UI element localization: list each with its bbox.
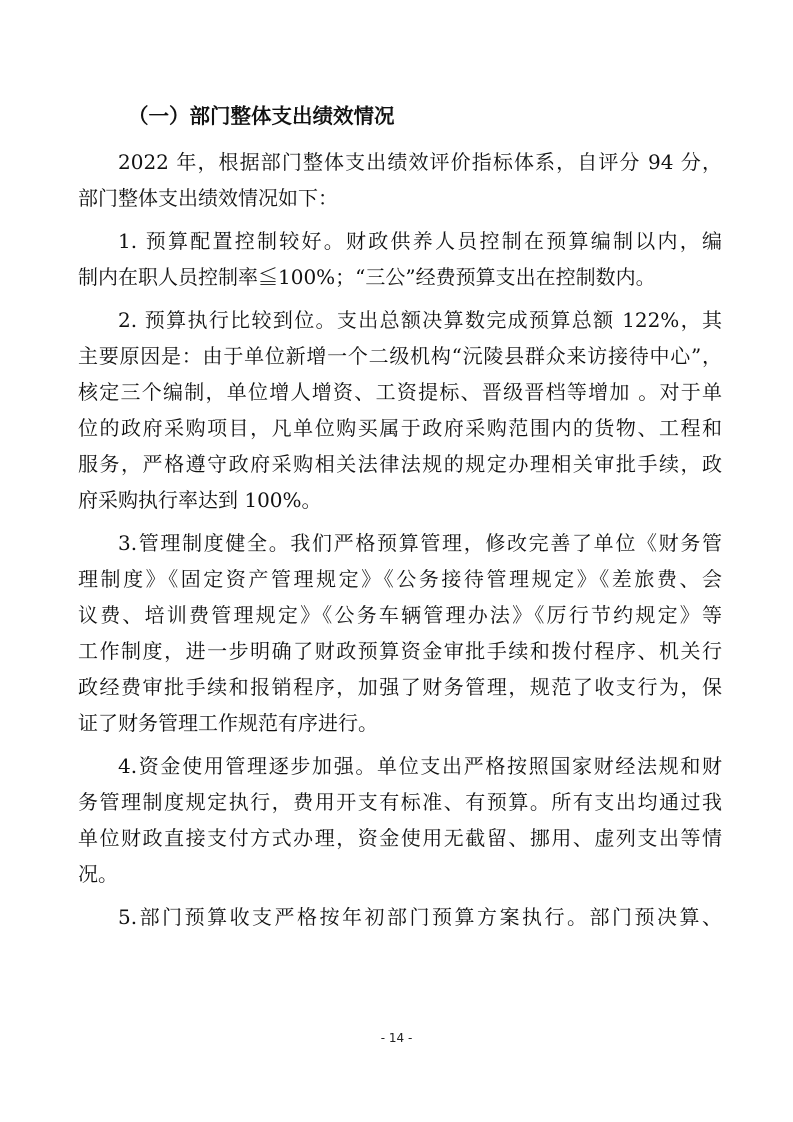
paragraph-line: 理制度》《固定资产管理规定》《公务接待管理规定》《差旅费、会 bbox=[78, 567, 722, 591]
paragraph-intro bbox=[78, 144, 722, 216]
paragraph-line: 位的政府采购项目，凡单位购买属于政府采购范围内的货物、工程和 bbox=[78, 416, 722, 440]
paragraph-line: 2022 年，根据部门整体支出绩效评价指标体系，自评分 94 分， bbox=[118, 150, 722, 174]
paragraph-line: 证了财务管理工作规范有序进行。 bbox=[78, 711, 378, 735]
paragraph-line: 制内在职人员控制率≦100%；“三公”经费预算支出在控制数内。 bbox=[78, 265, 656, 289]
paragraph-line: 政经费审批手续和报销程序，加强了财务管理，规范了收支行为，保 bbox=[78, 675, 722, 699]
paragraph-item-3 bbox=[78, 525, 722, 741]
paragraph-item-1 bbox=[78, 223, 722, 295]
paragraph-item-4 bbox=[78, 748, 722, 892]
paragraph-line: 3.管理制度健全。我们严格预算管理，修改完善了单位《财务管 bbox=[118, 531, 722, 555]
paragraph-line: 1. 预算配置控制较好。财政供养人员控制在预算编制以内，编 bbox=[118, 229, 722, 253]
paragraph-line: 工作制度，进一步明确了财政预算资金审批手续和拨付程序、机关行 bbox=[78, 639, 722, 663]
paragraph-line: 部门整体支出绩效情况如下： bbox=[78, 186, 338, 210]
paragraph-line: 主要原因是：由于单位新增一个二级机构“沅陵县群众来访接待中心”， bbox=[78, 344, 722, 368]
paragraph-line: 府采购执行率达到 100%。 bbox=[78, 488, 322, 512]
paragraph-line: 况。 bbox=[78, 862, 118, 886]
paragraph-line: 核定三个编制，单位增人增资、工资提标、晋级晋档等增加 。对于单 bbox=[78, 380, 722, 404]
paragraph-item-5 bbox=[78, 899, 722, 935]
page-number: - 14 - bbox=[380, 1031, 413, 1045]
paragraph-line: 服务，严格遵守政府采购相关法律法规的规定办理相关审批手续，政 bbox=[78, 452, 722, 476]
paragraph-item-2 bbox=[78, 302, 722, 518]
document-body bbox=[78, 96, 722, 942]
paragraph-line: 单位财政直接支付方式办理，资金使用无截留、挪用、虚列支出等情 bbox=[78, 826, 722, 850]
paragraph-line: 4.资金使用管理逐步加强。单位支出严格按照国家财经法规和财 bbox=[118, 754, 722, 778]
paragraph-line: 5.部门预算收支严格按年初部门预算方案执行。部门预决算、 bbox=[118, 905, 722, 929]
paragraph-line: 2. 预算执行比较到位。支出总额决算数完成预算总额 122%，其 bbox=[118, 308, 722, 332]
paragraph-line: 议费、培训费管理规定》《公务车辆管理办法》《厉行节约规定》等 bbox=[78, 603, 722, 627]
paragraph-line: 务管理制度规定执行，费用开支有标准、有预算。所有支出均通过我 bbox=[78, 790, 722, 814]
section-heading: （一）部门整体支出绩效情况 bbox=[128, 104, 395, 128]
